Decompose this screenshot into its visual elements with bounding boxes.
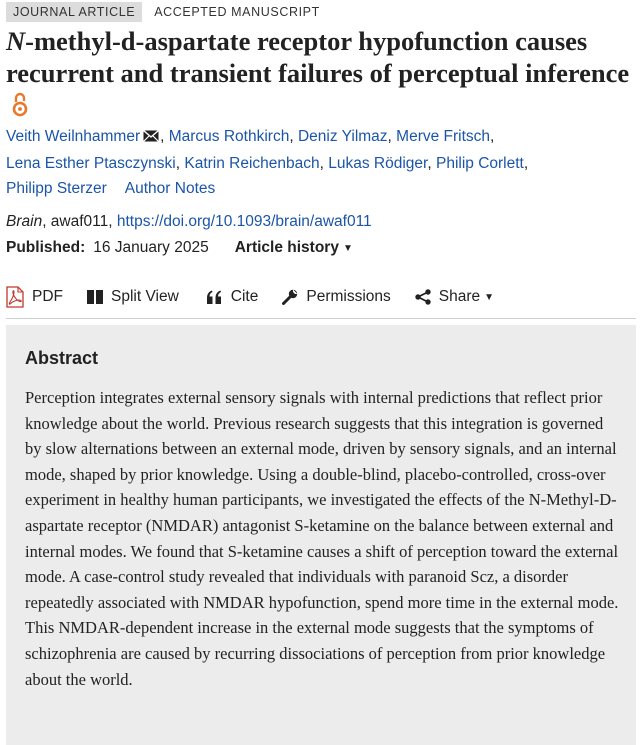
citation-line	[6, 213, 372, 231]
author-list: Veith Weilnhammer , Marcus Rothkirch, Deniz Yilmaz, Merve Fritsch, Lena Esther Ptasczynski, Katrin Reichenbach, Lukas Rödiger, Philip Corlett, Philipp Sterzer Author Notes	[6, 124, 636, 202]
article-title	[6, 25, 642, 124]
share-icon	[415, 289, 431, 305]
email-icon[interactable]	[143, 125, 159, 151]
permissions-label: Permissions	[306, 288, 391, 305]
doi-link[interactable]: https://doi.org/10.1093/brain/awaf011	[116, 213, 372, 230]
publication-info	[6, 239, 353, 257]
share-dropdown[interactable]	[415, 288, 494, 306]
article-type-badge: JOURNAL ARTICLE	[6, 2, 142, 22]
author-link[interactable]: Katrin Reichenbach	[184, 154, 320, 172]
author-link[interactable]: Lena Esther Ptasczynski	[6, 154, 176, 172]
title-text: -methyl-d-aspartate receptor hypofunction causes recurrent and transient failures of perceptual inference	[6, 26, 630, 88]
share-label: Share	[438, 288, 481, 305]
published-label: Published:	[6, 239, 86, 256]
author-link[interactable]: Marcus Rothkirch	[168, 128, 290, 145]
permissions-button[interactable]	[282, 288, 390, 306]
cite-label: Cite	[230, 288, 259, 305]
split-view-icon	[87, 290, 103, 304]
author-link[interactable]: Veith Weilnhammer	[6, 128, 141, 145]
author-link[interactable]: Philipp Sterzer	[6, 180, 107, 197]
author-notes-link[interactable]: Author Notes	[124, 180, 216, 197]
pdf-button[interactable]	[6, 286, 63, 308]
abstract-heading: Abstract	[25, 348, 99, 368]
cite-button[interactable]	[205, 288, 259, 306]
split-view-button[interactable]	[87, 288, 179, 306]
author-link[interactable]: Lukas Rödiger	[328, 154, 428, 172]
article-toolbar	[6, 284, 494, 310]
journal-name: Brain	[6, 213, 43, 230]
toolbar-divider	[6, 318, 636, 319]
abstract-text: Perception integrates external sensory signals with internal predictions that reflect prior knowledge about the world. Previous research suggests that this integration is governed by slow alternations between an external mode, driven by sensory signals, and an internal mode, shaped by prior knowledge. Using a double-blind, placebo-controlled, cross-over experiment in healthy human participants, we investigated the effects of the N-Methyl-D-aspartate receptor (NMDAR) antagonist S-ketamine on the balance between external and internal modes. We found that S-ketamine causes a shift of perception toward the external mode. A case-control study revealed that individuals with paranoid Scz, a disorder repeatedly associated with NMDAR hypofunction, spend more time in the external mode. This NMDAR-dependent increase in the external mode suggests that the symptoms of schizophrenia are caused by recurring dissociations of perception from prior knowledge about the world.	[25, 388, 619, 689]
author-link[interactable]: Philip Corlett	[435, 154, 524, 172]
article-history-label: Article history	[234, 239, 339, 256]
article-history-dropdown[interactable]	[235, 239, 353, 257]
manuscript-status-label: ACCEPTED MANUSCRIPT	[154, 5, 320, 19]
pdf-icon	[6, 286, 24, 308]
pdf-label: PDF	[32, 288, 63, 305]
article-id: , awaf011,	[42, 213, 117, 230]
author-link[interactable]: Deniz Yilmaz	[297, 128, 388, 145]
quote-icon	[205, 290, 223, 304]
split-view-label: Split View	[111, 288, 179, 305]
article-badges	[6, 2, 320, 22]
title-italic-n: N	[6, 26, 26, 56]
abstract-section	[6, 325, 636, 745]
open-access-icon	[12, 92, 28, 124]
caret-down-icon: ▼	[342, 243, 353, 254]
published-date: 16 January 2025	[93, 239, 209, 256]
caret-down-icon: ▼	[484, 291, 495, 303]
author-link[interactable]: Merve Fritsch	[396, 128, 491, 145]
wrench-icon	[282, 289, 298, 305]
